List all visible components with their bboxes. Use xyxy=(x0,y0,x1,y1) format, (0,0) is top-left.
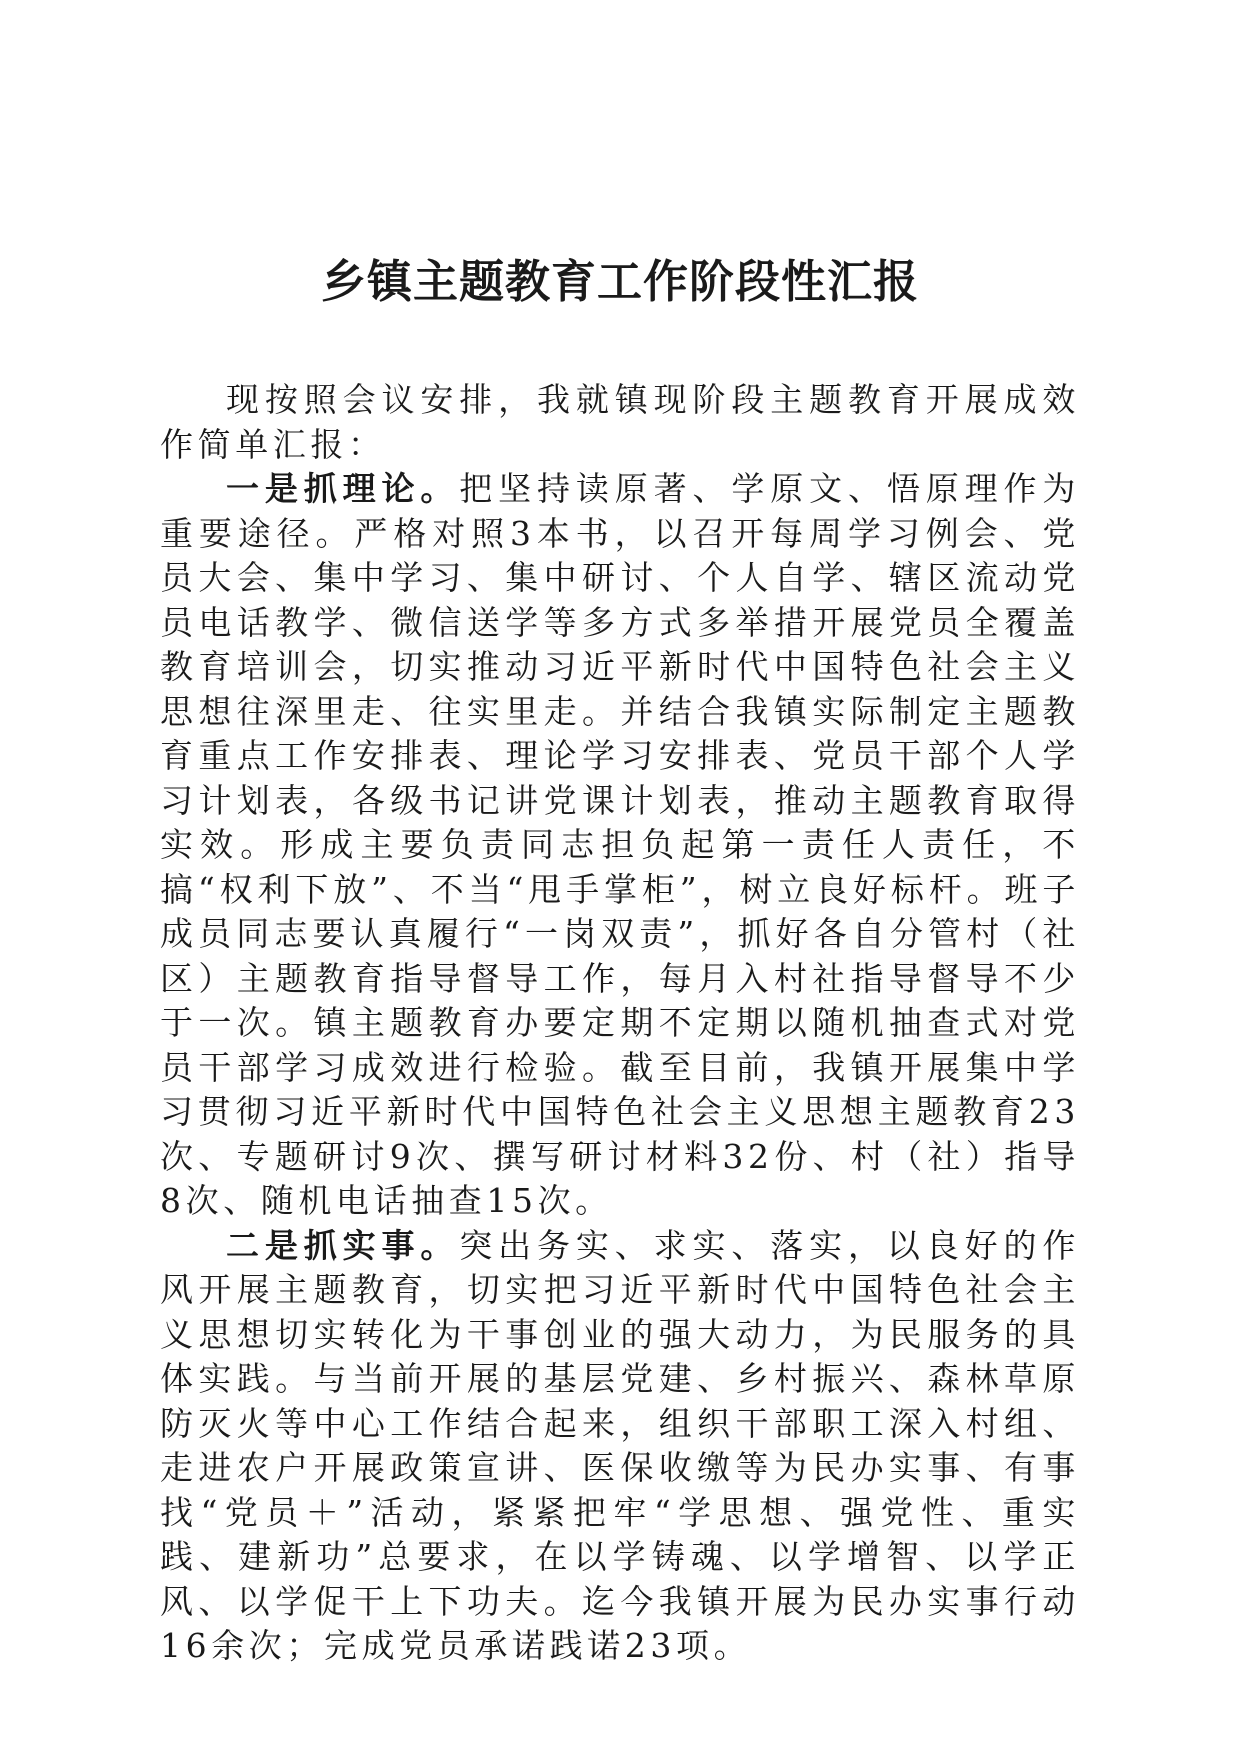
document-title: 乡镇主题教育工作阶段性汇报 xyxy=(320,255,919,308)
section-practice-paragraph xyxy=(160,1224,1080,1669)
section-practice-heading: 二是抓实事。 xyxy=(226,1225,460,1265)
intro-paragraph: 现按照会议安排，我就镇现阶段主题教育开展成效作简单汇报： xyxy=(160,380,1080,464)
section-theory-text: 把坚持读原著、学原文、悟原理作为重要途径。严格对照3本书，以召开每周学习例会、党员大会、集中学习、集中研讨、个人自学、辖区流动党员电话教学、微信送学等多方式多举措开展党员全覆盖教育培训会，切实推动习近平新时代中国特色社会主义思想往深里走、往实里走。并结合我镇实际制定主题教育重点工作安排表、理论学习安排表、党员干部个人学习计划表，各级书记讲党课计划表，推动主题教育取得实效。形成主要负责同志担负起第一责任人责任，不搞“权利下放”、不当“甩手掌柜”，树立良好标杆。班子成员同志要认真履行“一岗双责”，抓好各自分管村（社区）主题教育指导督导工作，每月入村社指导督导不少于一次。镇主题教育办要定期不定期以随机抽查式对党员干部学习成效进行检验。截至目前，我镇开展集中学习贯彻习近平新时代中国特色社会主义思想主题教育23次、专题研讨9次、撰写研讨材料32份、村（社）指导8次、随机电话抽查15次。 xyxy=(160,469,1080,1220)
section-theory-paragraph xyxy=(160,467,1080,1224)
section-theory-heading: 一是抓理论。 xyxy=(226,469,460,508)
document-body xyxy=(160,378,1080,1669)
section-practice-text: 突出务实、求实、落实，以良好的作风开展主题教育，切实把习近平新时代中国特色社会主义思想切实转化为干事创业的强大动力，为民服务的具体实践。与当前开展的基层党建、乡村振兴、森林草原防灭火等中心工作结合起来，组织干部职工深入村组、走进农户开展政策宣讲、医保收缴等为民办实事、有事找“党员＋”活动，紧紧把牢“学思想、强党性、重实践、建新功”总要求，在以学铸魂、以学增智、以学正风、以学促干上下功夫。迄今我镇开展为民办实事行动16余次；完成党员承诺践诺23项。 xyxy=(160,1225,1080,1665)
